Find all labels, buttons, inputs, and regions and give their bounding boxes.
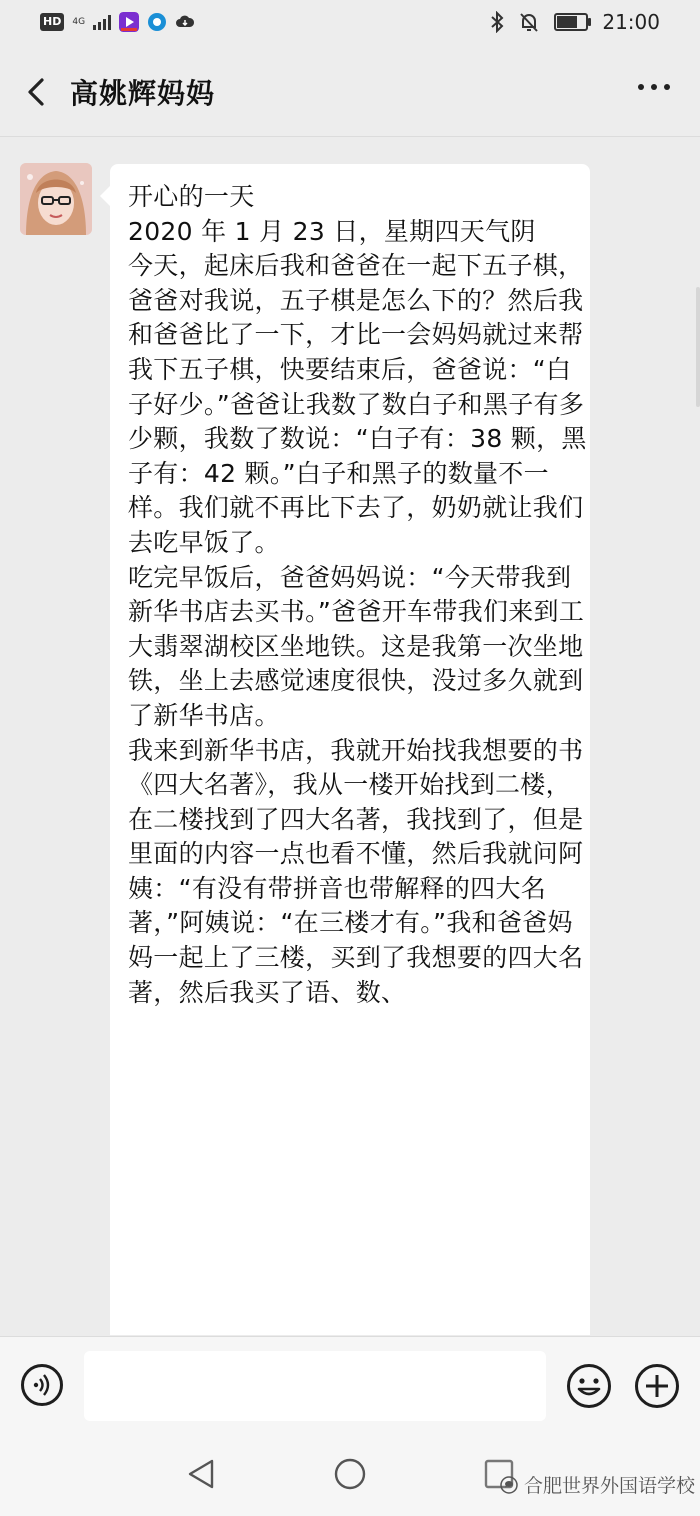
input-bar xyxy=(0,1336,700,1437)
chat-area[interactable] xyxy=(0,137,700,1335)
chat-header xyxy=(0,48,700,137)
mute-bell-icon xyxy=(518,11,540,33)
bluetooth-icon xyxy=(490,11,504,33)
battery-icon xyxy=(554,13,588,31)
network-type xyxy=(72,18,85,27)
status-bar xyxy=(0,0,700,48)
system-home-icon[interactable] xyxy=(333,1457,367,1491)
message-text: 开心的一天 2020 年 1 月 23 日，星期四天气阴 今天，起床后我和爸爸在一起下五子棋，爸爸对我说，五子棋是怎么下的？然后我和爸爸比了一下，才比一会妈妈就过来帮我下五子棋，快要结束后，爸爸说：“白子好少。”爸爸让我数了数白子和黑子有多少颗，我数了数说：“白子有：38 颗，黑子有：42 颗。”白子和黑子的数量不一样。我们就不再比下去了，奶奶就让我们去吃早饭了。 吃完早饭后，爸爸妈妈说：“今天带我到新华书店去买书。”爸爸开车带我们来到工大翡翠湖校区坐地铁。这是我第一次坐地铁，坐上去感觉速度很快，没过多久就到了新华书店。 我来到新华书店，我就开始找我想要的书《四大名著》，我从一楼开始找到二楼，在二楼找到了四大名著，我找到了，但是里面的内容一点也看不懂，然后我就问阿姨：“有没有带拼音也带解释的四大名著，”阿姨说：“在三楼才有。”我和爸爸妈妈一起上了三楼，买到了我想要的四大名著，然后我买了语、数、 xyxy=(128,182,587,1007)
message-input[interactable] xyxy=(84,1351,546,1421)
clock: 21:00 xyxy=(602,10,660,34)
video-app-icon xyxy=(119,12,139,32)
scrollbar[interactable] xyxy=(696,287,700,407)
watermark-text: 合肥世界外国语学校 xyxy=(524,1475,696,1497)
message-bubble[interactable] xyxy=(110,164,590,1335)
status-left xyxy=(40,12,195,32)
system-back-icon[interactable] xyxy=(184,1457,218,1491)
network-label: 4G xyxy=(72,16,86,27)
avatar-image xyxy=(20,163,92,235)
page-title: 高姚辉妈妈 xyxy=(70,77,216,110)
system-nav xyxy=(0,1437,700,1516)
chevron-left-icon[interactable] xyxy=(18,72,58,112)
signal-icon xyxy=(93,14,111,30)
wechat-icon xyxy=(500,1476,518,1494)
voice-icon[interactable] xyxy=(20,1363,64,1407)
avatar[interactable] xyxy=(20,163,92,235)
plus-icon[interactable] xyxy=(634,1363,680,1409)
status-right xyxy=(490,10,660,34)
cloud-icon xyxy=(175,12,195,32)
more-dots-icon[interactable] xyxy=(638,84,670,90)
browser-app-icon xyxy=(147,12,167,32)
battery-fill xyxy=(557,16,577,28)
hd-badge: HD xyxy=(40,13,64,31)
watermark xyxy=(500,1471,695,1498)
emoji-icon[interactable] xyxy=(566,1363,612,1409)
